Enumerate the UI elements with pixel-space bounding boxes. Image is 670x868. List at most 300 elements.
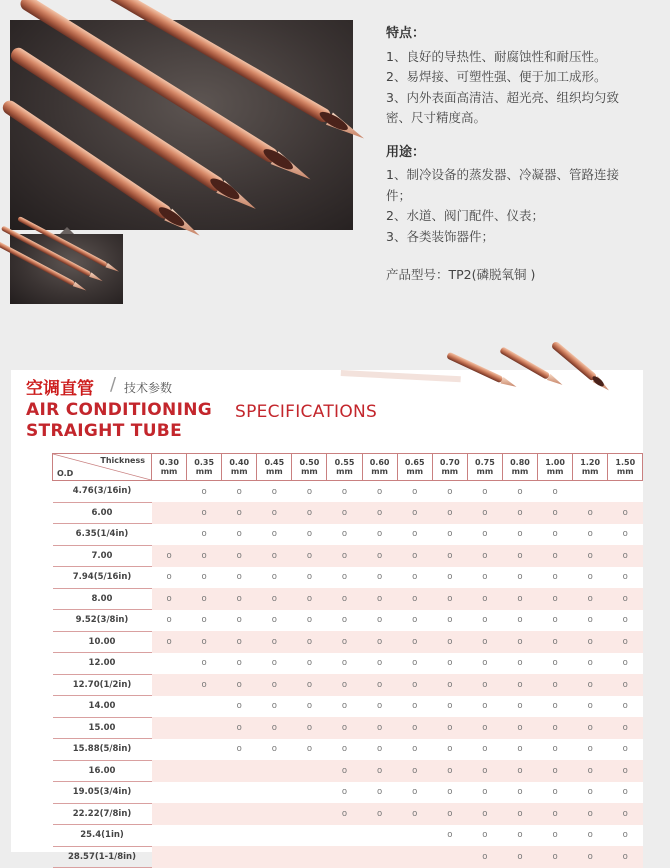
- thickness-col-1.00: [538, 454, 573, 481]
- availability-cell: [608, 825, 643, 847]
- availability-cell: [362, 567, 397, 589]
- available-mark: o: [552, 787, 558, 798]
- availability-cell: [152, 760, 187, 782]
- thickness-col-0.35: [187, 454, 222, 481]
- availability-cell: [222, 782, 257, 804]
- available-mark: o: [517, 679, 523, 690]
- availability-cell: [152, 674, 187, 696]
- availability-cell: [608, 739, 643, 761]
- availability-cell: [152, 696, 187, 718]
- available-mark: o: [447, 679, 453, 690]
- availability-cell: [502, 739, 537, 761]
- availability-cell: [362, 674, 397, 696]
- thickness-value: 0.70: [439, 458, 460, 467]
- availability-cell: [432, 825, 467, 847]
- available-mark: o: [482, 722, 488, 733]
- od-cell: 12.00: [53, 653, 152, 675]
- availability-cell: [327, 567, 362, 589]
- available-mark: o: [412, 722, 418, 733]
- available-mark: o: [377, 486, 383, 497]
- available-mark: o: [377, 550, 383, 561]
- available-mark: o: [622, 507, 628, 518]
- availability-cell: [292, 803, 327, 825]
- od-cell: 16.00: [53, 760, 152, 782]
- availability-cell: [467, 760, 502, 782]
- uses-heading: 用途：: [386, 144, 426, 160]
- available-mark: o: [201, 486, 207, 497]
- available-mark: o: [622, 636, 628, 647]
- availability-cell: [397, 825, 432, 847]
- available-mark: o: [341, 765, 348, 776]
- availability-cell: [222, 739, 257, 761]
- available-mark: o: [622, 744, 628, 755]
- od-cell: 6.00: [53, 502, 152, 524]
- available-mark: o: [341, 808, 348, 819]
- availability-cell: [327, 545, 362, 567]
- table-corner-cell: [53, 454, 152, 481]
- availability-cell: [467, 825, 502, 847]
- availability-cell: [257, 502, 292, 524]
- available-mark: o: [552, 529, 558, 540]
- availability-cell: [187, 631, 222, 653]
- available-mark: o: [341, 701, 348, 712]
- available-mark: o: [587, 787, 593, 798]
- available-mark: o: [552, 679, 558, 690]
- availability-cell: [152, 502, 187, 524]
- availability-cell: [432, 524, 467, 546]
- thickness-label: Thickness: [100, 456, 145, 465]
- availability-cell: [327, 717, 362, 739]
- availability-cell: [292, 481, 327, 503]
- available-mark: o: [271, 507, 277, 518]
- availability-cell: [573, 567, 608, 589]
- available-mark: o: [482, 701, 488, 712]
- available-mark: o: [412, 636, 418, 647]
- availability-cell: [397, 567, 432, 589]
- availability-cell: [432, 567, 467, 589]
- availability-cell: [538, 760, 573, 782]
- availability-cell: [362, 524, 397, 546]
- thickness-unit: mm: [476, 467, 494, 476]
- available-mark: o: [377, 744, 383, 755]
- available-mark: o: [517, 550, 523, 561]
- availability-cell: [502, 610, 537, 632]
- od-cell: 22.22(7/8in): [53, 803, 152, 825]
- available-mark: o: [482, 830, 488, 841]
- availability-cell: [608, 803, 643, 825]
- availability-cell: [222, 610, 257, 632]
- availability-cell: [397, 631, 432, 653]
- available-mark: o: [587, 615, 593, 626]
- available-mark: o: [341, 593, 348, 604]
- availability-cell: [573, 524, 608, 546]
- product-info-section: [0, 0, 670, 352]
- thickness-unit: mm: [616, 467, 634, 476]
- available-mark: o: [447, 572, 453, 583]
- available-mark: o: [447, 615, 453, 626]
- table-row: [53, 674, 643, 696]
- availability-cell: [538, 782, 573, 804]
- availability-cell: [292, 674, 327, 696]
- availability-cell: [362, 631, 397, 653]
- available-mark: o: [552, 830, 558, 841]
- availability-cell: [362, 760, 397, 782]
- table-row: [53, 825, 643, 847]
- availability-cell: [257, 545, 292, 567]
- availability-cell: [573, 739, 608, 761]
- availability-cell: [257, 739, 292, 761]
- availability-cell: [502, 717, 537, 739]
- available-mark: o: [271, 658, 277, 669]
- copper-tube-illustration: [10, 20, 353, 230]
- spec-subtitle-cn: 技术参数: [124, 381, 173, 395]
- availability-cell: [432, 803, 467, 825]
- available-mark: o: [447, 830, 453, 841]
- thickness-value: 0.30: [159, 458, 179, 467]
- availability-cell: [362, 545, 397, 567]
- availability-cell: [257, 760, 292, 782]
- availability-cell: [467, 567, 502, 589]
- available-mark: o: [622, 679, 628, 690]
- available-mark: o: [341, 486, 348, 497]
- availability-cell: [187, 610, 222, 632]
- feature-line-2: 2、易焊接、可塑性强、便于加工成形。: [386, 69, 607, 84]
- availability-cell: [292, 524, 327, 546]
- availability-cell: [292, 653, 327, 675]
- available-mark: o: [622, 615, 628, 626]
- od-cell: 25.4(1in): [53, 825, 152, 847]
- available-mark: o: [377, 679, 383, 690]
- available-mark: o: [306, 658, 313, 669]
- availability-cell: [362, 782, 397, 804]
- availability-cell: [292, 846, 327, 868]
- availability-cell: [538, 567, 573, 589]
- availability-cell: [187, 502, 222, 524]
- thickness-unit: mm: [336, 467, 353, 476]
- available-mark: o: [622, 529, 628, 540]
- availability-cell: [222, 825, 257, 847]
- available-mark: o: [517, 636, 523, 647]
- available-mark: o: [552, 658, 558, 669]
- availability-cell: [538, 739, 573, 761]
- od-cell: 9.52(3/8in): [53, 610, 152, 632]
- available-mark: o: [201, 593, 207, 604]
- available-mark: o: [236, 658, 242, 669]
- availability-cell: [152, 610, 187, 632]
- availability-cell: [467, 631, 502, 653]
- available-mark: o: [271, 550, 277, 561]
- available-mark: o: [447, 808, 453, 819]
- available-mark: o: [306, 572, 313, 583]
- available-mark: o: [622, 851, 628, 862]
- available-mark: o: [236, 679, 242, 690]
- availability-cell: [152, 481, 187, 503]
- available-mark: o: [412, 679, 418, 690]
- od-cell: 28.57(1-1/8in): [53, 846, 152, 868]
- availability-cell: [152, 545, 187, 567]
- availability-cell: [608, 696, 643, 718]
- availability-cell: [397, 502, 432, 524]
- available-mark: o: [412, 765, 418, 776]
- available-mark: o: [236, 615, 242, 626]
- availability-cell: [152, 631, 187, 653]
- available-mark: o: [236, 593, 242, 604]
- available-mark: o: [201, 615, 207, 626]
- use-line-2: 件；: [386, 187, 412, 203]
- availability-cell: [187, 782, 222, 804]
- available-mark: o: [377, 658, 383, 669]
- availability-cell: [573, 545, 608, 567]
- thickness-value: 0.40: [229, 458, 250, 467]
- availability-cell: [538, 846, 573, 868]
- available-mark: o: [412, 529, 418, 540]
- availability-cell: [222, 674, 257, 696]
- availability-cell: [187, 545, 222, 567]
- availability-cell: [362, 502, 397, 524]
- available-mark: o: [236, 722, 242, 733]
- copper-tube-main-photo: [10, 20, 353, 230]
- availability-cell: [467, 674, 502, 696]
- table-row: [53, 696, 643, 718]
- availability-cell: [573, 782, 608, 804]
- availability-cell: [187, 524, 222, 546]
- availability-cell: [608, 524, 643, 546]
- available-mark: o: [306, 722, 313, 733]
- availability-cell: [327, 588, 362, 610]
- thickness-col-1.50: [608, 454, 643, 481]
- available-mark: o: [622, 572, 628, 583]
- available-mark: o: [517, 572, 523, 583]
- availability-cell: [152, 782, 187, 804]
- availability-cell: [608, 674, 643, 696]
- availability-cell: [397, 717, 432, 739]
- spec-label-en: SPECIFICATIONS: [235, 402, 378, 422]
- available-mark: o: [622, 830, 628, 841]
- thickness-value: 0.80: [510, 458, 530, 467]
- available-mark: o: [587, 507, 593, 518]
- availability-cell: [327, 653, 362, 675]
- availability-cell: [467, 739, 502, 761]
- copper-tube-thumbnail: [10, 234, 123, 304]
- thickness-col-0.65: [397, 454, 432, 481]
- availability-cell: [432, 760, 467, 782]
- available-mark: o: [482, 808, 488, 819]
- specification-panel: [11, 370, 643, 862]
- available-mark: o: [587, 636, 593, 647]
- spec-table: [52, 453, 643, 868]
- available-mark: o: [517, 830, 523, 841]
- availability-cell: [222, 760, 257, 782]
- thickness-col-0.30: [152, 454, 187, 481]
- availability-cell: [327, 760, 362, 782]
- od-cell: 7.94(5/16in): [53, 567, 152, 589]
- availability-cell: [292, 567, 327, 589]
- thickness-unit: mm: [581, 467, 599, 476]
- availability-cell: [467, 588, 502, 610]
- spec-header: [11, 370, 643, 452]
- availability-cell: [502, 674, 537, 696]
- availability-cell: [187, 588, 222, 610]
- availability-cell: [292, 825, 327, 847]
- available-mark: o: [482, 486, 488, 497]
- availability-cell: [573, 696, 608, 718]
- thickness-col-0.45: [257, 454, 292, 481]
- availability-cell: [432, 717, 467, 739]
- availability-cell: [257, 631, 292, 653]
- available-mark: o: [341, 572, 348, 583]
- availability-cell: [397, 588, 432, 610]
- available-mark: o: [447, 550, 453, 561]
- header-tube-decoration: [341, 370, 643, 410]
- availability-cell: [467, 653, 502, 675]
- availability-cell: [187, 739, 222, 761]
- available-mark: o: [587, 572, 593, 583]
- availability-cell: [327, 739, 362, 761]
- available-mark: o: [587, 744, 593, 755]
- availability-cell: [502, 524, 537, 546]
- available-mark: o: [482, 679, 488, 690]
- availability-cell: [327, 803, 362, 825]
- availability-cell: [432, 481, 467, 503]
- use-line-1: 1、制冷设备的蒸发器、冷凝器、管路连接: [386, 167, 619, 182]
- thickness-unit: mm: [371, 467, 388, 476]
- available-mark: o: [447, 593, 453, 604]
- available-mark: o: [236, 486, 242, 497]
- available-mark: o: [447, 658, 453, 669]
- available-mark: o: [587, 851, 593, 862]
- thickness-unit: mm: [301, 467, 318, 476]
- availability-cell: [187, 846, 222, 868]
- availability-cell: [257, 674, 292, 696]
- available-mark: o: [236, 529, 242, 540]
- spec-title-cn: 空调直管: [26, 379, 94, 399]
- availability-cell: [573, 846, 608, 868]
- available-mark: o: [482, 572, 488, 583]
- thickness-unit: mm: [265, 467, 283, 476]
- availability-cell: [432, 545, 467, 567]
- availability-cell: [152, 717, 187, 739]
- available-mark: o: [412, 615, 418, 626]
- availability-cell: [327, 610, 362, 632]
- od-cell: 8.00: [53, 588, 152, 610]
- availability-cell: [362, 610, 397, 632]
- feature-line-4: 密、尺寸精度高。: [386, 110, 487, 125]
- availability-cell: [467, 782, 502, 804]
- availability-cell: [573, 760, 608, 782]
- availability-cell: [538, 631, 573, 653]
- availability-cell: [152, 567, 187, 589]
- spec-title-en-line-1: AIR CONDITIONING: [26, 400, 212, 420]
- available-mark: o: [517, 851, 523, 862]
- available-mark: o: [447, 787, 453, 798]
- availability-cell: [502, 696, 537, 718]
- table-row: [53, 588, 643, 610]
- availability-cell: [187, 696, 222, 718]
- availability-cell: [467, 696, 502, 718]
- availability-cell: [222, 545, 257, 567]
- availability-cell: [257, 610, 292, 632]
- availability-cell: [222, 481, 257, 503]
- availability-cell: [222, 631, 257, 653]
- availability-cell: [362, 696, 397, 718]
- availability-cell: [573, 825, 608, 847]
- availability-cell: [608, 846, 643, 868]
- available-mark: o: [517, 529, 523, 540]
- od-cell: 15.00: [53, 717, 152, 739]
- availability-cell: [573, 653, 608, 675]
- thumbnail-pointer: [60, 227, 74, 234]
- availability-cell: [222, 588, 257, 610]
- available-mark: o: [552, 593, 558, 604]
- available-mark: o: [622, 808, 628, 819]
- availability-cell: [257, 696, 292, 718]
- available-mark: o: [447, 507, 453, 518]
- thumbnail-photo[interactable]: [10, 234, 123, 304]
- available-mark: o: [447, 744, 453, 755]
- available-mark: o: [412, 572, 418, 583]
- availability-cell: [432, 739, 467, 761]
- available-mark: o: [482, 765, 488, 776]
- available-mark: o: [412, 507, 418, 518]
- availability-cell: [502, 481, 537, 503]
- availability-cell: [397, 674, 432, 696]
- availability-cell: [538, 502, 573, 524]
- available-mark: o: [201, 572, 207, 583]
- available-mark: o: [377, 593, 383, 604]
- availability-cell: [432, 782, 467, 804]
- available-mark: o: [552, 550, 558, 561]
- available-mark: o: [587, 658, 593, 669]
- available-mark: o: [236, 550, 242, 561]
- availability-cell: [608, 567, 643, 589]
- available-mark: o: [552, 486, 558, 497]
- available-mark: o: [482, 658, 488, 669]
- availability-cell: [432, 846, 467, 868]
- availability-cell: [327, 631, 362, 653]
- table-row: [53, 502, 643, 524]
- available-mark: o: [341, 722, 348, 733]
- thickness-col-0.50: [292, 454, 327, 481]
- availability-cell: [502, 567, 537, 589]
- availability-cell: [538, 524, 573, 546]
- table-row: [53, 803, 643, 825]
- table-row: [53, 545, 643, 567]
- availability-cell: [397, 846, 432, 868]
- availability-cell: [467, 545, 502, 567]
- availability-cell: [257, 524, 292, 546]
- table-row: [53, 739, 643, 761]
- available-mark: o: [201, 636, 207, 647]
- available-mark: o: [517, 787, 523, 798]
- available-mark: o: [306, 636, 313, 647]
- availability-cell: [327, 524, 362, 546]
- availability-cell: [608, 610, 643, 632]
- thickness-value: 1.20: [580, 458, 601, 467]
- availability-cell: [432, 674, 467, 696]
- thickness-unit: mm: [441, 467, 459, 476]
- availability-cell: [573, 481, 608, 503]
- availability-cell: [362, 846, 397, 868]
- availability-cell: [257, 588, 292, 610]
- available-mark: o: [271, 615, 277, 626]
- available-mark: o: [271, 722, 277, 733]
- availability-cell: [257, 825, 292, 847]
- availability-cell: [397, 545, 432, 567]
- od-cell: 7.00: [53, 545, 152, 567]
- use-line-4: 3、各类装饰器件；: [386, 228, 494, 244]
- availability-cell: [502, 782, 537, 804]
- availability-cell: [187, 760, 222, 782]
